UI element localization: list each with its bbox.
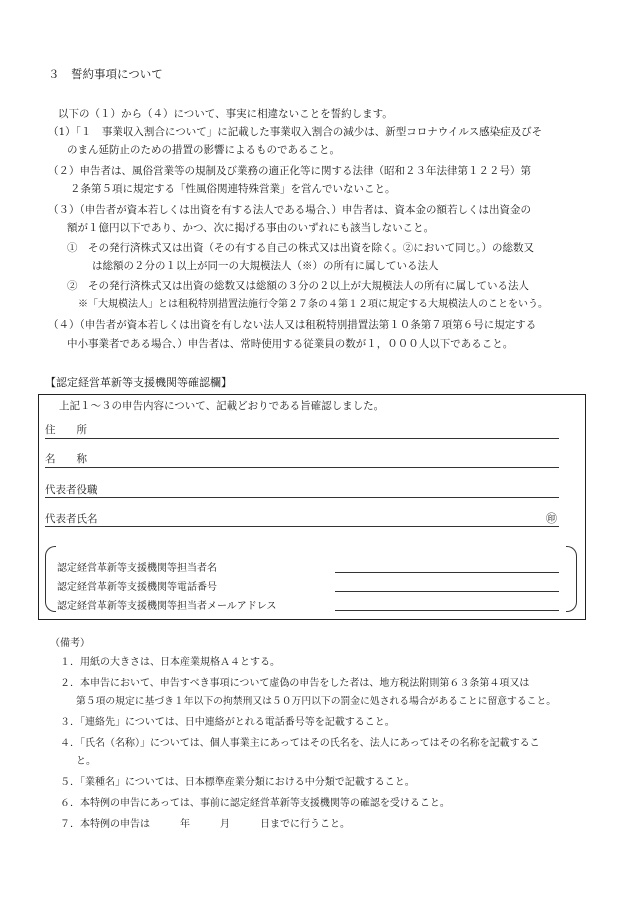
pledge-item-2-line-2: ２条第５項に規定する「性風俗関連特殊営業」を営んでいないこと。 xyxy=(70,183,396,195)
contact-phone-field[interactable] xyxy=(335,591,559,592)
contact-name-field[interactable] xyxy=(335,572,559,573)
representative-title-field[interactable] xyxy=(45,497,559,498)
notes-heading: （備考） xyxy=(50,638,90,649)
contact-email-label: 認定経営革新等支援機関等担当者メールアドレス xyxy=(57,601,277,612)
section-title: ３ 誓約事項について xyxy=(48,67,163,81)
note-3: ３．「連絡先」については、日中連絡がとれる電話番号等を記載すること。 xyxy=(60,717,395,728)
contact-name-label: 認定経営革新等支援機関等担当者名 xyxy=(57,563,217,574)
address-field[interactable] xyxy=(45,438,559,439)
note-2-line-2: 第５項の規定に基づき１年以下の拘禁刑又は５０万円以下の罰金に処される場合があることに留意すること。 xyxy=(76,696,557,707)
pledge-item-4-line-2: 中小事業者である場合、）申告者は、常時使用する従業員の数が１，０００人以下であること。 xyxy=(67,338,514,350)
pledge-item-3-note: ※「大規模法人」とは租税特別措置法施行令第２７条の４第１２項に規定する大規模法人のことをいう。 xyxy=(78,299,548,310)
pledge-item-1-line-1: （1）「１ 事業収入割合について」に記載した事業収入割合の減少は、新型コロナウイルス感染症及びそ xyxy=(48,126,543,138)
confirmation-box xyxy=(38,394,586,620)
note-7: ７．本特例の申告は 年 月 日までに行うこと。 xyxy=(60,819,350,830)
pledge-item-3-line-1: （３）（申告者が資本若しくは出資を有する法人である場合、）申告者は、資本金の額若しくは出資金の xyxy=(48,204,531,216)
pledge-intro: 以下の（１）から（４）について、事実に相違ないことを誓約します。 xyxy=(58,108,393,120)
note-4-line-1: ４．「氏名（名称）」については、個人事業主にあってはその氏名を、法人にあってはその名称を記載するこ xyxy=(60,738,540,749)
right-bracket xyxy=(566,546,577,612)
note-4-line-2: と。 xyxy=(76,756,96,767)
representative-name-label: 代表者氏名 xyxy=(45,513,98,525)
left-bracket xyxy=(45,546,56,612)
note-6: ６．本特例の申告にあっては、事前に認定経営革新等支援機関等の確認を受けること。 xyxy=(60,798,450,809)
pledge-item-3-clause-1-line-1: ① その発行済株式又は出資（その有する自己の株式又は出資を除く。②において同じ。）の総数又 xyxy=(67,242,535,254)
seal-mark-icon: ㊞ xyxy=(546,512,557,525)
name-field[interactable] xyxy=(45,467,559,468)
pledge-item-2-line-1: （２）申告者は、風俗営業等の規制及び業務の適正化等に関する法律（昭和２３年法律第１２２号）第 xyxy=(48,165,531,177)
contact-email-field[interactable] xyxy=(335,610,559,611)
pledge-item-3-clause-1-line-2: は総額の２分の１以上が同一の大規模法人（※）の所有に属している法人 xyxy=(92,260,439,272)
note-1: １．用紙の大きさは、日本産業規格Ａ４とする。 xyxy=(60,657,280,668)
contact-phone-label: 認定経営革新等支援機関等電話番号 xyxy=(57,582,217,593)
pledge-item-1-line-2: のまん延防止のための措置の影響によるものであること。 xyxy=(67,144,340,156)
note-2-line-1: ２．本申告において、申告すべき事項について虚偽の申告をした者は、地方税法附則第６３条第４項又は xyxy=(60,678,530,689)
note-5: ５．「業種名」については、日本標準産業分類における中分類で記載すること。 xyxy=(60,777,415,788)
pledge-item-3-line-2: 額が１億円以下であり、かつ、次に掲げる事由のいずれにも該当しないこと。 xyxy=(67,222,435,234)
pledge-item-4-line-1: （４）（申告者が資本若しくは出資を有しない法人又は租税特別措置法第１０条第７項第６号に規定する xyxy=(48,319,537,331)
representative-title-label: 代表者役職 xyxy=(45,484,98,496)
confirmation-statement: 上記１～３の申告内容について、記載どおりである旨確認しました。 xyxy=(59,400,385,412)
address-label: 住 所 xyxy=(45,424,87,436)
pledge-item-3-clause-2: ② その発行済株式又は出資の総数又は総額の３分の２以上が大規模法人の所有に属している法人 xyxy=(67,280,529,292)
confirmation-title: 【認定経営革新等支援機関等確認欄】 xyxy=(45,376,232,389)
name-label: 名 称 xyxy=(45,453,87,465)
representative-name-field[interactable] xyxy=(45,526,559,527)
